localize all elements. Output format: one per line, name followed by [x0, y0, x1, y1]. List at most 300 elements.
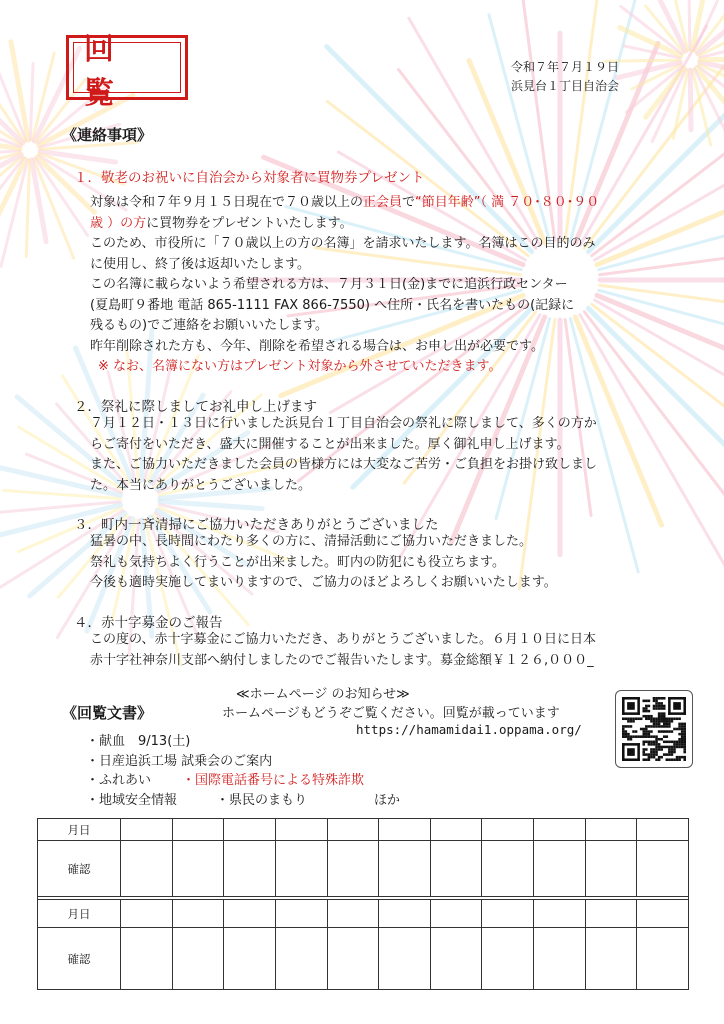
- qr-module: [653, 751, 656, 754]
- qr-module: [673, 717, 676, 720]
- qr-module: [663, 725, 666, 728]
- check-cell[interactable]: [482, 841, 534, 897]
- check-cell[interactable]: [224, 900, 276, 928]
- qr-module: [648, 715, 651, 718]
- qr-module: [622, 743, 640, 746]
- qr-module: [640, 717, 643, 720]
- qr-module: [642, 733, 645, 736]
- qr-module: [642, 743, 645, 746]
- qr-module: [645, 700, 648, 703]
- qr-module: [653, 705, 656, 708]
- qr-module: [681, 735, 684, 738]
- check-cell[interactable]: [275, 841, 327, 897]
- qr-module: [645, 715, 648, 718]
- qr-module: [663, 705, 666, 708]
- qr-module: [681, 743, 684, 746]
- item-3-title: ３．町内一斉清掃にご協力いただきありがとうございました: [74, 517, 439, 533]
- qr-module: [650, 753, 653, 756]
- qr-module: [663, 720, 666, 723]
- check-cell[interactable]: [379, 900, 431, 928]
- qr-module: [632, 735, 635, 738]
- item-2-line: らご寄付をいただき、盛大に開催することが出来ました。厚く御礼申し上げます。: [90, 436, 570, 452]
- qr-module: [668, 751, 671, 754]
- qr-module: [650, 715, 653, 718]
- check-cell[interactable]: [585, 928, 637, 990]
- notices-heading: 《連絡事項》: [62, 126, 153, 144]
- qr-module: [648, 735, 651, 738]
- qr-module: [683, 723, 686, 726]
- qr-module: [666, 758, 669, 761]
- check-cell[interactable]: [172, 841, 224, 897]
- qr-module: [637, 743, 640, 761]
- confirm-row: [38, 928, 689, 990]
- check-cell[interactable]: [172, 819, 224, 841]
- qr-module: [650, 743, 653, 746]
- check-cell[interactable]: [482, 900, 534, 928]
- qr-module: [653, 717, 656, 720]
- item-1-line: 昨年削除された方も、今年、削除を希望される場合は、お申し出が必要です。: [90, 338, 544, 354]
- qr-module: [648, 730, 651, 733]
- qr-module: [655, 753, 658, 756]
- qr-module: [668, 753, 671, 756]
- qr-module: [668, 712, 686, 715]
- check-cell[interactable]: [224, 819, 276, 841]
- doc-item: ・日産追浜工場 試乗会のご案内: [86, 753, 273, 769]
- check-cell[interactable]: [121, 819, 173, 841]
- qr-module: [650, 748, 653, 751]
- qr-module: [622, 735, 625, 738]
- qr-module: [625, 735, 628, 738]
- qr-module: [658, 723, 661, 726]
- qr-module: [630, 735, 633, 738]
- qr-module: [663, 707, 666, 710]
- qr-module: [678, 758, 681, 761]
- check-cell[interactable]: [430, 928, 482, 990]
- qr-module: [653, 748, 656, 751]
- qr-module: [625, 717, 628, 720]
- qr-module: [645, 725, 648, 728]
- check-cell[interactable]: [275, 900, 327, 928]
- qr-module: [655, 735, 658, 738]
- qr-module: [648, 725, 651, 728]
- qr-module: [645, 758, 648, 761]
- qr-module: [655, 717, 658, 720]
- qr-module: [678, 741, 681, 744]
- check-cell[interactable]: [379, 841, 431, 897]
- kairan-stamp: [66, 31, 188, 111]
- item-3-body: [90, 532, 660, 594]
- qr-module: [683, 748, 686, 751]
- qr-module: [642, 730, 645, 733]
- qr-module: [668, 697, 671, 715]
- qr-module: [681, 738, 684, 741]
- qr-module: [660, 720, 663, 723]
- qr-module: [660, 717, 663, 720]
- qr-module: [673, 741, 676, 744]
- qr-module: [663, 746, 666, 749]
- qr-module: [653, 753, 656, 756]
- item-1-line: 歳 ）の方に買物券をプレゼントいたします。: [90, 215, 353, 231]
- qr-module: [625, 730, 628, 733]
- qr-module: [671, 758, 674, 761]
- qr-module: [653, 723, 656, 726]
- qr-module: [666, 730, 669, 733]
- qr-module: [666, 723, 669, 726]
- qr-module: [630, 717, 633, 720]
- qr-module: [648, 741, 651, 744]
- qr-module: [658, 717, 661, 720]
- check-cell[interactable]: [534, 819, 586, 841]
- qr-module: [650, 756, 653, 759]
- qr-module: [653, 697, 656, 700]
- qr-module: [666, 741, 669, 744]
- qr-module: [622, 733, 625, 736]
- qr-module: [645, 705, 648, 708]
- qr-module: [663, 697, 666, 700]
- qr-module: [653, 756, 656, 759]
- qr-module: [625, 725, 628, 728]
- item-3-line: 今後も適時実施してまいりますので、ご協力のほどよろしくお願いいたします。: [90, 575, 557, 590]
- qr-module: [658, 715, 661, 718]
- item-1-body: [90, 193, 660, 378]
- qr-module: [642, 753, 645, 756]
- qr-module: [660, 738, 663, 741]
- item-3-line: 猛暑の中、長時間にわたり多くの方に、清掃活動にご協力いただきました。: [90, 534, 533, 549]
- qr-module: [683, 758, 686, 761]
- qr-module: [681, 756, 684, 759]
- qr-module: [655, 748, 658, 751]
- row-label: 月日: [38, 819, 121, 841]
- qr-module: [648, 710, 651, 713]
- check-cell[interactable]: [637, 900, 689, 928]
- qr-module: [658, 748, 661, 751]
- qr-module: [678, 746, 681, 749]
- qr-module: [658, 720, 661, 723]
- qr-module: [676, 717, 679, 720]
- qr-module: [668, 746, 671, 749]
- qr-module: [658, 758, 661, 761]
- qr-module: [671, 717, 674, 720]
- qr-module: [660, 705, 663, 708]
- circulated-docs-list: [86, 732, 400, 810]
- qr-module: [653, 707, 656, 710]
- qr-module: [663, 723, 666, 726]
- qr-module: [666, 717, 669, 720]
- qr-module: [676, 756, 679, 759]
- check-cell[interactable]: [637, 819, 689, 841]
- qr-code[interactable]: [615, 690, 693, 768]
- qr-module: [648, 758, 651, 761]
- qr-module: [666, 720, 669, 723]
- check-cell[interactable]: [224, 841, 276, 897]
- item-1-note: ※ なお、名簿にない方はプレゼント対象から外させていただきます。: [98, 359, 502, 374]
- qr-module: [671, 720, 674, 723]
- qr-module: [668, 730, 671, 733]
- qr-module: [642, 710, 645, 713]
- qr-module: [645, 710, 648, 713]
- check-cell[interactable]: [121, 841, 173, 897]
- qr-module: [676, 746, 679, 749]
- qr-module: [642, 728, 645, 731]
- qr-module: [663, 753, 666, 756]
- qr-module: [650, 725, 653, 728]
- qr-module: [653, 725, 656, 728]
- row-label: 確認: [38, 841, 121, 897]
- check-cell[interactable]: [637, 841, 689, 897]
- qr-module: [642, 741, 645, 744]
- qr-module: [645, 735, 648, 738]
- qr-module: [683, 751, 686, 754]
- date-row: [38, 819, 689, 841]
- qr-module: [658, 743, 661, 746]
- qr-module: [655, 725, 658, 728]
- qr-module: [640, 728, 643, 731]
- qr-module: [681, 746, 684, 749]
- qr-module: [658, 746, 661, 749]
- qr-module: [622, 712, 640, 715]
- item-1-line: このため、市役所に「７０歳以上の方の名簿」を請求いたします。名簿はこの目的のみ: [90, 236, 596, 251]
- row-label: 月日: [38, 900, 121, 928]
- check-cell[interactable]: [585, 819, 637, 841]
- qr-module: [658, 697, 661, 700]
- qr-module: [630, 720, 633, 723]
- qr-module: [650, 735, 653, 738]
- qr-module: [655, 723, 658, 726]
- qr-module: [655, 705, 658, 708]
- check-cell[interactable]: [430, 900, 482, 928]
- qr-module: [648, 753, 651, 756]
- qr-module: [655, 738, 658, 741]
- qr-module: [645, 707, 648, 710]
- qr-module: [671, 751, 674, 754]
- qr-module: [622, 725, 625, 728]
- check-cell[interactable]: [172, 900, 224, 928]
- check-cell[interactable]: [327, 928, 379, 990]
- qr-module: [660, 748, 663, 751]
- qr-module: [642, 707, 645, 710]
- qr-module: [637, 717, 640, 720]
- item-3-line: 祭礼も気持ちよく行うことが出来ました。町内の防犯にも役立ちます。: [90, 554, 505, 570]
- qr-module: [678, 756, 681, 759]
- qr-module: [637, 735, 640, 738]
- item-2-title: ２．祭礼に際しましてお礼申し上げます: [74, 399, 317, 415]
- check-cell[interactable]: [275, 928, 327, 990]
- qr-module: [666, 735, 669, 738]
- qr-module: [668, 758, 671, 761]
- item-4-title: ４．赤十字募金のご報告: [74, 615, 223, 631]
- qr-module: [666, 725, 669, 728]
- check-cell[interactable]: [327, 900, 379, 928]
- qr-module: [655, 751, 658, 754]
- qr-module: [668, 748, 671, 751]
- item-4-line: 赤十字社神奈川支部へ納付しましたのでご報告いたします。募金総額￥１２６,０００_: [90, 652, 594, 668]
- item-1-line: (夏島町９番地 電話 865-1111 FAX 866-7550) へ住所・氏名を書いたもの(記録に: [90, 297, 575, 313]
- check-cell[interactable]: [482, 819, 534, 841]
- qr-module: [676, 758, 679, 761]
- qr-module: [681, 733, 684, 736]
- qr-module: [678, 725, 681, 728]
- qr-module: [678, 738, 681, 741]
- confirm-row: [38, 841, 689, 897]
- check-cell[interactable]: [379, 819, 431, 841]
- qr-module: [648, 743, 651, 746]
- qr-module: [658, 730, 661, 733]
- qr-module: [660, 746, 663, 749]
- qr-module: [642, 700, 645, 703]
- doc-item: ・献血 9/13(土): [86, 734, 191, 749]
- check-cell[interactable]: [275, 819, 327, 841]
- check-cell[interactable]: [534, 928, 586, 990]
- qr-module: [655, 707, 658, 710]
- qr-module: [645, 741, 648, 744]
- row-label: 確認: [38, 928, 121, 990]
- qr-module: [627, 702, 635, 710]
- qr-module: [683, 756, 686, 759]
- qr-module: [683, 697, 686, 715]
- qr-module: [681, 725, 684, 728]
- qr-module: [653, 720, 656, 723]
- qr-module: [655, 700, 658, 703]
- qr-module: [658, 738, 661, 741]
- qr-module: [663, 735, 666, 738]
- confirmation-table: [37, 818, 689, 990]
- qr-module: [627, 725, 630, 728]
- qr-module: [627, 735, 630, 738]
- qr-module: [653, 735, 656, 738]
- date-row: [38, 900, 689, 928]
- qr-module: [660, 707, 663, 710]
- check-cell[interactable]: [430, 841, 482, 897]
- qr-module: [635, 735, 638, 738]
- qr-module: [645, 733, 648, 736]
- item-4-body: [90, 630, 660, 671]
- qr-module: [650, 741, 653, 744]
- qr-module: [683, 746, 686, 749]
- homepage-url-link[interactable]: https://hamamidai1.oppama.org/: [356, 722, 582, 737]
- qr-module: [630, 738, 633, 741]
- qr-module: [671, 741, 674, 744]
- stamp-text: 回 覧: [73, 42, 181, 93]
- qr-module: [683, 735, 686, 738]
- qr-module: [650, 751, 653, 754]
- qr-module: [658, 705, 661, 708]
- qr-module: [658, 756, 661, 759]
- qr-module: [640, 735, 643, 738]
- qr-module: [668, 723, 671, 726]
- homepage-notice-text: ホームページもどうぞご覧ください。回覧が載っています: [222, 706, 560, 721]
- qr-module: [637, 697, 640, 715]
- qr-module: [683, 738, 686, 741]
- qr-module: [683, 741, 686, 744]
- qr-module: [673, 746, 676, 749]
- qr-module: [650, 720, 653, 723]
- qr-module: [655, 741, 658, 744]
- check-cell[interactable]: [327, 819, 379, 841]
- qr-module: [658, 725, 661, 728]
- qr-module: [671, 748, 674, 751]
- check-cell[interactable]: [327, 841, 379, 897]
- qr-module: [622, 697, 625, 715]
- qr-module: [660, 697, 663, 700]
- item-1-line: この名簿に載らないよう希望される方は、７月３１日(金)までに追浜行政センター: [90, 277, 568, 292]
- qr-module: [655, 702, 658, 705]
- qr-module: [653, 743, 656, 746]
- qr-module: [645, 748, 648, 751]
- check-cell[interactable]: [121, 928, 173, 990]
- check-cell[interactable]: [534, 841, 586, 897]
- qr-module: [642, 751, 645, 754]
- qr-module: [630, 725, 633, 728]
- check-cell[interactable]: [121, 900, 173, 928]
- qr-module: [668, 725, 671, 728]
- qr-module: [645, 753, 648, 756]
- qr-module: [683, 743, 686, 746]
- issue-info: [511, 58, 619, 96]
- qr-module: [671, 746, 674, 749]
- qr-module: [683, 733, 686, 736]
- check-cell[interactable]: [224, 928, 276, 990]
- qr-module: [663, 712, 666, 715]
- qr-module: [622, 728, 625, 731]
- doc-item: ・地域安全情報 ・県民のまもり ほか: [86, 792, 401, 808]
- qr-module: [681, 741, 684, 744]
- qr-module: [622, 758, 640, 761]
- check-cell[interactable]: [379, 928, 431, 990]
- qr-module: [673, 728, 676, 731]
- qr-module: [653, 741, 656, 744]
- check-cell[interactable]: [534, 900, 586, 928]
- qr-module: [673, 758, 676, 761]
- check-cell[interactable]: [637, 928, 689, 990]
- item-1-line: に使用し、終了後は返却いたします。: [90, 256, 310, 272]
- check-cell[interactable]: [430, 819, 482, 841]
- qr-module: [642, 715, 645, 718]
- qr-module: [648, 705, 651, 708]
- circulated-docs-heading: 《回覧文書》: [62, 704, 153, 722]
- check-cell[interactable]: [172, 928, 224, 990]
- issuer-name: 浜見台１丁目自治会: [511, 79, 620, 93]
- qr-module: [635, 717, 638, 720]
- qr-module: [676, 743, 679, 746]
- qr-module: [622, 743, 625, 761]
- qr-module: [673, 743, 676, 746]
- qr-module: [655, 697, 658, 700]
- item-2-line: また、ご協力いただきました会員の皆様方には大変なご苦労・ご負担をお掛け致しまし: [90, 457, 598, 472]
- qr-module: [645, 728, 648, 731]
- qr-module: [678, 723, 681, 726]
- check-cell[interactable]: [585, 841, 637, 897]
- qr-module: [673, 751, 676, 754]
- check-cell[interactable]: [585, 900, 637, 928]
- qr-module: [660, 715, 663, 718]
- qr-module: [642, 758, 645, 761]
- check-cell[interactable]: [482, 928, 534, 990]
- item-1-title: １．敬老のお祝いに自治会から対象者に買物券プレゼント: [74, 170, 425, 186]
- qr-module: [668, 697, 686, 700]
- qr-module: [648, 717, 651, 720]
- qr-module: [663, 715, 666, 718]
- qr-module: [660, 725, 663, 728]
- qr-code-icon: [622, 697, 686, 761]
- item-1-line: 残るもの)でご連絡をお願いいたします。: [90, 318, 329, 333]
- qr-module: [666, 753, 669, 756]
- qr-module: [683, 725, 686, 728]
- qr-module: [627, 738, 630, 741]
- qr-module: [627, 733, 630, 736]
- qr-module: [658, 707, 661, 710]
- doc-item: ・ふれあい ・国際電話番号による特殊詐欺: [86, 773, 365, 788]
- qr-module: [678, 743, 681, 746]
